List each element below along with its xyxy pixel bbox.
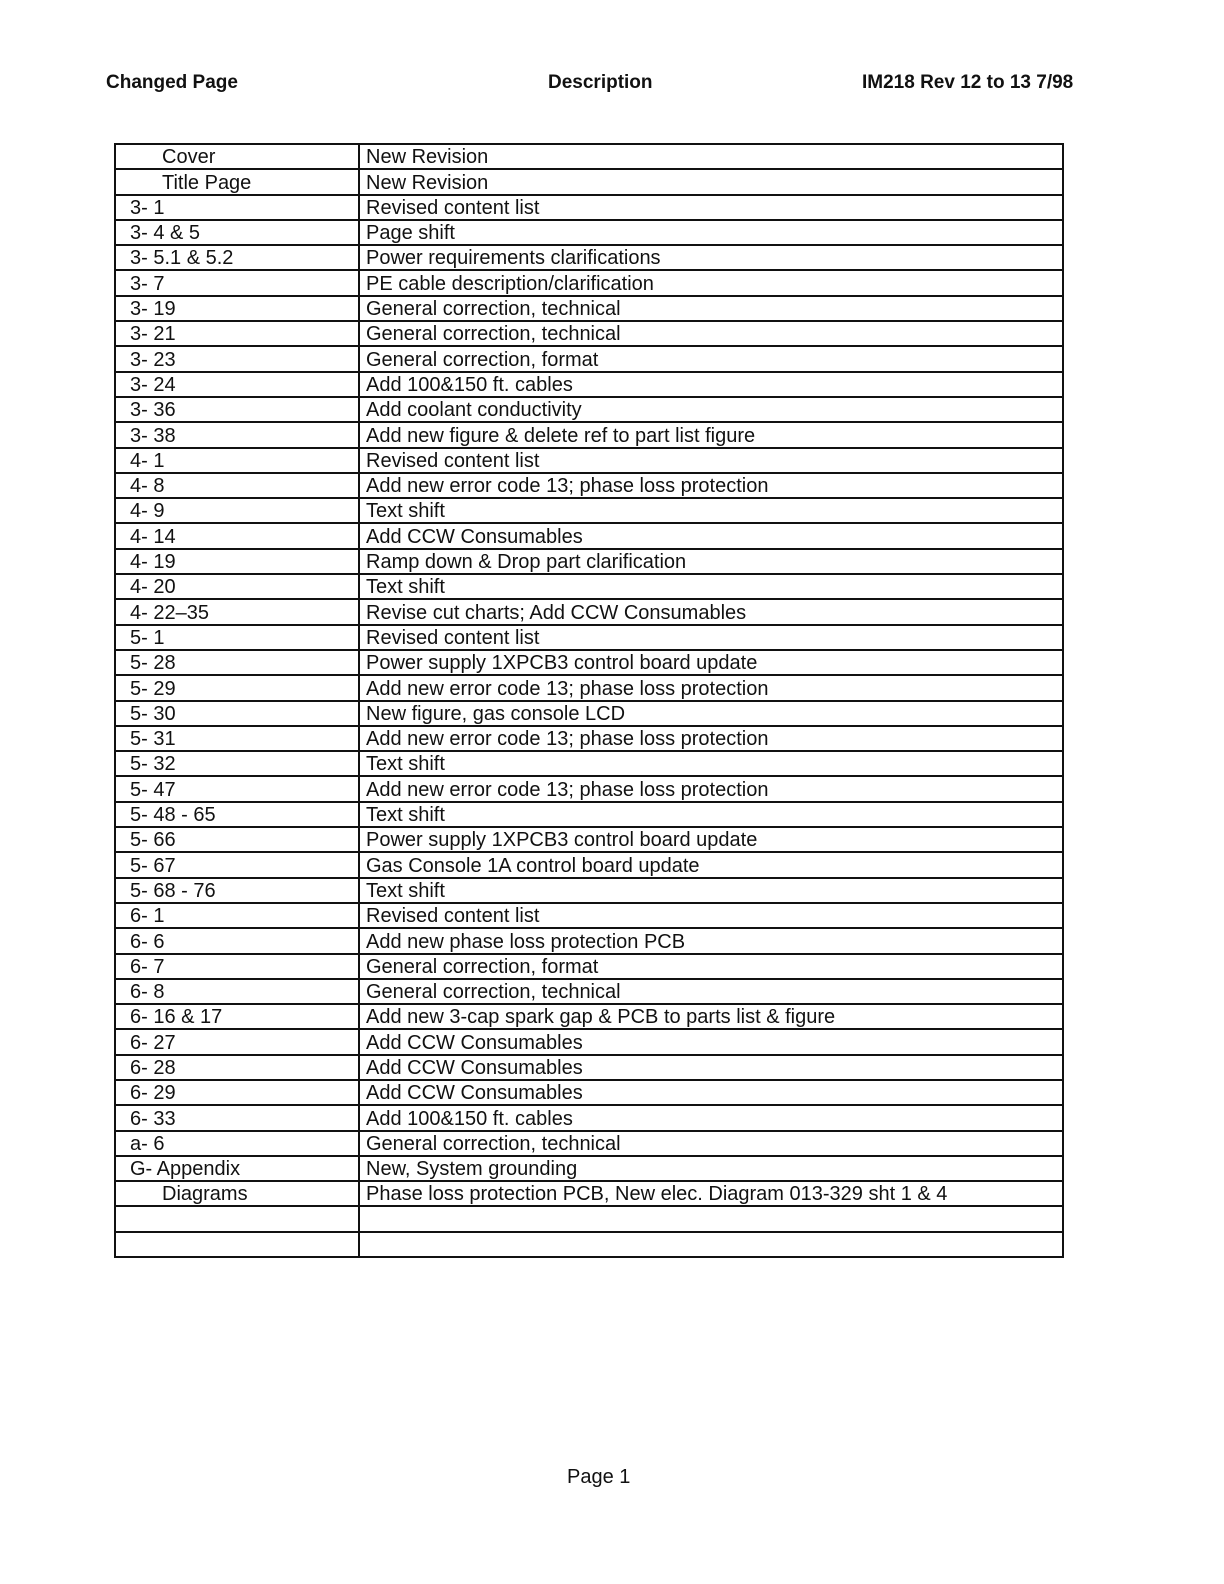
- table-row: [115, 1232, 1063, 1257]
- description-cell: Revised content list: [359, 625, 1063, 650]
- changed-page-cell: a- 6: [115, 1131, 359, 1156]
- table-row: [115, 1181, 1063, 1206]
- description-cell: General correction, format: [359, 346, 1063, 371]
- changed-page-cell: 4- 22–35: [115, 599, 359, 624]
- description-cell: Phase loss protection PCB, New elec. Diagram 013-329 sht 1 & 4: [359, 1181, 1063, 1206]
- description-cell: Add CCW Consumables: [359, 1055, 1063, 1080]
- changes-table: [114, 143, 1064, 1258]
- changed-page-cell: 6- 29: [115, 1080, 359, 1105]
- table-row: [115, 827, 1063, 852]
- changed-page-cell: 6- 27: [115, 1029, 359, 1054]
- description-cell: Add new error code 13; phase loss protection: [359, 726, 1063, 751]
- table-row: [115, 1206, 1063, 1231]
- description-cell: Text shift: [359, 574, 1063, 599]
- table-row: [115, 346, 1063, 371]
- description-cell: Gas Console 1A control board update: [359, 852, 1063, 877]
- document-revision: IM218 Rev 12 to 13 7/98: [862, 72, 1074, 93]
- table-row: [115, 852, 1063, 877]
- changed-page-cell: 4- 1: [115, 448, 359, 473]
- column-heading-changed-page: Changed Page: [106, 72, 238, 93]
- description-cell: PE cable description/clarification: [359, 270, 1063, 295]
- changed-page-cell: 5- 47: [115, 776, 359, 801]
- table-row: [115, 523, 1063, 548]
- changed-page-cell: 3- 36: [115, 397, 359, 422]
- changed-page-cell: 5- 28: [115, 650, 359, 675]
- table-row: [115, 625, 1063, 650]
- description-cell: New figure, gas console LCD: [359, 701, 1063, 726]
- description-cell: Power supply 1XPCB3 control board update: [359, 650, 1063, 675]
- description-cell: Text shift: [359, 751, 1063, 776]
- table-row: [115, 245, 1063, 270]
- table-row: [115, 701, 1063, 726]
- table-row: [115, 751, 1063, 776]
- table-row: [115, 574, 1063, 599]
- changed-page-cell: 6- 28: [115, 1055, 359, 1080]
- table-row: [115, 422, 1063, 447]
- table-row: [115, 1055, 1063, 1080]
- changed-page-cell: 6- 7: [115, 954, 359, 979]
- table-row: [115, 954, 1063, 979]
- description-cell: Add CCW Consumables: [359, 1029, 1063, 1054]
- description-cell: Add 100&150 ft. cables: [359, 1105, 1063, 1130]
- description-cell: Add 100&150 ft. cables: [359, 372, 1063, 397]
- table-row: [115, 549, 1063, 574]
- changed-page-cell: 3- 4 & 5: [115, 220, 359, 245]
- description-cell: New, System grounding: [359, 1156, 1063, 1181]
- description-cell: General correction, technical: [359, 296, 1063, 321]
- changed-page-cell: 3- 7: [115, 270, 359, 295]
- table-row: [115, 1080, 1063, 1105]
- table-row: [115, 397, 1063, 422]
- changed-page-cell: 3- 1: [115, 195, 359, 220]
- description-cell: Power requirements clarifications: [359, 245, 1063, 270]
- description-cell: General correction, format: [359, 954, 1063, 979]
- table-row: [115, 599, 1063, 624]
- description-cell: Add new 3-cap spark gap & PCB to parts list & figure: [359, 1004, 1063, 1029]
- changed-page-cell: 5- 66: [115, 827, 359, 852]
- description-cell: Revised content list: [359, 195, 1063, 220]
- table-row: [115, 144, 1063, 169]
- description-cell: Add CCW Consumables: [359, 523, 1063, 548]
- changed-page-cell: [115, 1232, 359, 1257]
- changed-page-cell: 5- 31: [115, 726, 359, 751]
- description-cell: Add CCW Consumables: [359, 1080, 1063, 1105]
- table-row: [115, 270, 1063, 295]
- description-cell: Add new figure & delete ref to part list figure: [359, 422, 1063, 447]
- description-cell: Revise cut charts; Add CCW Consumables: [359, 599, 1063, 624]
- changed-page-cell: 3- 19: [115, 296, 359, 321]
- description-cell: General correction, technical: [359, 321, 1063, 346]
- table-row: [115, 1105, 1063, 1130]
- description-cell: Add new error code 13; phase loss protection: [359, 675, 1063, 700]
- changed-page-cell: 5- 68 - 76: [115, 878, 359, 903]
- table-row: [115, 1004, 1063, 1029]
- table-row: [115, 220, 1063, 245]
- description-cell: New Revision: [359, 169, 1063, 194]
- table-row: [115, 498, 1063, 523]
- table-row: [115, 473, 1063, 498]
- changed-page-cell: 4- 19: [115, 549, 359, 574]
- description-cell: [359, 1232, 1063, 1257]
- changed-page-cell: 3- 24: [115, 372, 359, 397]
- table-row: [115, 1156, 1063, 1181]
- description-cell: Text shift: [359, 802, 1063, 827]
- table-row: [115, 372, 1063, 397]
- changed-page-cell: 5- 29: [115, 675, 359, 700]
- changed-page-cell: 4- 20: [115, 574, 359, 599]
- changed-page-cell: 4- 14: [115, 523, 359, 548]
- page-number: Page 1: [567, 1466, 631, 1488]
- description-cell: [359, 1206, 1063, 1231]
- description-cell: Add new error code 13; phase loss protection: [359, 776, 1063, 801]
- description-cell: Ramp down & Drop part clarification: [359, 549, 1063, 574]
- changed-page-cell: 3- 5.1 & 5.2: [115, 245, 359, 270]
- description-cell: Add new error code 13; phase loss protection: [359, 473, 1063, 498]
- description-cell: Power supply 1XPCB3 control board update: [359, 827, 1063, 852]
- changed-page-cell: [115, 1206, 359, 1231]
- table-row: [115, 776, 1063, 801]
- changed-page-cell: 3- 23: [115, 346, 359, 371]
- description-cell: Add coolant conductivity: [359, 397, 1063, 422]
- description-cell: New Revision: [359, 144, 1063, 169]
- changed-page-cell: 6- 8: [115, 979, 359, 1004]
- changed-page-cell: 6- 6: [115, 928, 359, 953]
- description-cell: Page shift: [359, 220, 1063, 245]
- table-row: [115, 979, 1063, 1004]
- changed-page-cell: 5- 1: [115, 625, 359, 650]
- changed-page-cell: 5- 32: [115, 751, 359, 776]
- changed-page-cell: 5- 30: [115, 701, 359, 726]
- table-row: [115, 321, 1063, 346]
- description-cell: Text shift: [359, 498, 1063, 523]
- table-row: [115, 726, 1063, 751]
- changed-page-cell: Title Page: [115, 169, 359, 194]
- changed-page-cell: 3- 38: [115, 422, 359, 447]
- description-cell: Revised content list: [359, 448, 1063, 473]
- changed-page-cell: 6- 33: [115, 1105, 359, 1130]
- table-row: [115, 928, 1063, 953]
- changed-page-cell: Diagrams: [115, 1181, 359, 1206]
- changed-page-cell: 5- 67: [115, 852, 359, 877]
- table-row: [115, 675, 1063, 700]
- table-row: [115, 650, 1063, 675]
- changed-page-cell: 4- 9: [115, 498, 359, 523]
- table-row: [115, 1131, 1063, 1156]
- description-cell: General correction, technical: [359, 979, 1063, 1004]
- changed-page-cell: 3- 21: [115, 321, 359, 346]
- column-heading-description: Description: [548, 72, 653, 93]
- table-row: [115, 1029, 1063, 1054]
- changed-page-cell: Cover: [115, 144, 359, 169]
- table-row: [115, 448, 1063, 473]
- description-cell: Text shift: [359, 878, 1063, 903]
- description-cell: Add new phase loss protection PCB: [359, 928, 1063, 953]
- changed-page-cell: 5- 48 - 65: [115, 802, 359, 827]
- table-row: [115, 296, 1063, 321]
- changed-page-cell: 6- 16 & 17: [115, 1004, 359, 1029]
- description-cell: General correction, technical: [359, 1131, 1063, 1156]
- changed-page-cell: 4- 8: [115, 473, 359, 498]
- table-row: [115, 802, 1063, 827]
- changed-page-cell: G- Appendix: [115, 1156, 359, 1181]
- table-row: [115, 169, 1063, 194]
- table-row: [115, 878, 1063, 903]
- table-row: [115, 195, 1063, 220]
- description-cell: Revised content list: [359, 903, 1063, 928]
- changed-page-cell: 6- 1: [115, 903, 359, 928]
- table-row: [115, 903, 1063, 928]
